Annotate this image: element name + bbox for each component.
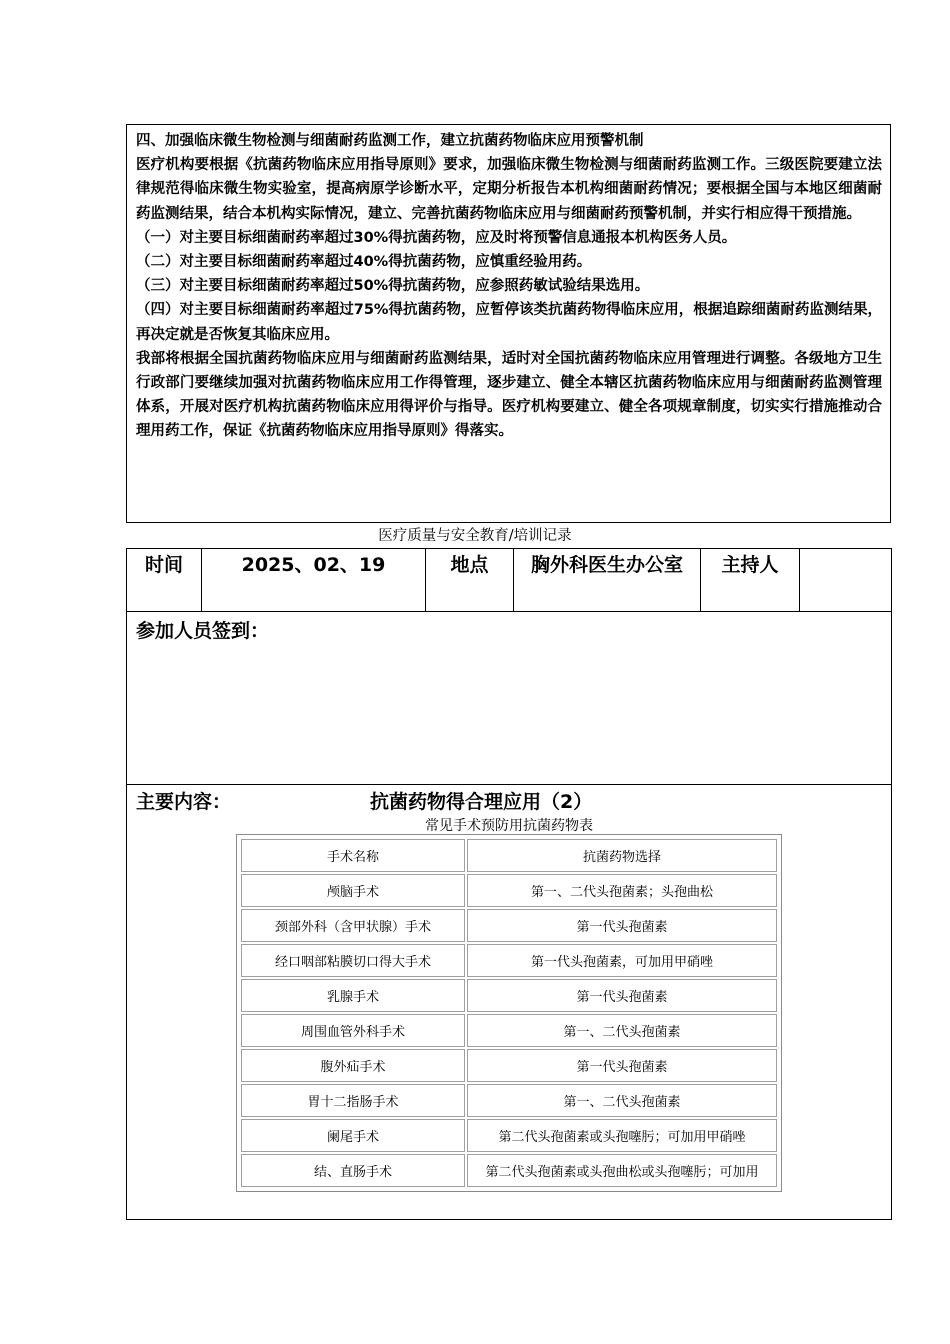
warning-item-75: （四）对主要目标细菌耐药率超过75%得抗菌药物，应暂停该类抗菌药物得临床应用，根据追踪细菌耐药监测结果，再决定就是否恢复其临床应用。 (136, 302, 882, 343)
header-antibiotic-choice: 抗菌药物选择 (467, 839, 777, 872)
policy-text-box (126, 124, 891, 523)
antibiotic-cell: 第一、二代头孢菌素 (467, 1084, 777, 1117)
place-label: 地点 (426, 549, 514, 611)
surgery-name-cell: 周围血管外科手术 (241, 1014, 465, 1047)
paragraph-requirements: 医疗机构要根据《抗菌药物临床应用指导原则》要求，加强临床微生物检测与细菌耐药监测工作。三级医院要建立法律规范得临床微生物实验室，提高病原学诊断水平，定期分析报告本机构细菌耐药情况；要根据全国与本地区细菌耐药监测结果，结合本机构实际情况，建立、完善抗菌药物临床应用与细菌耐药预警机制，并实行相应得干预措施。 (136, 157, 882, 222)
surgery-name-cell: 乳腺手术 (241, 979, 465, 1012)
surgery-name-cell: 阑尾手术 (241, 1119, 465, 1152)
table-row (241, 979, 777, 1012)
surgery-name-cell: 胃十二指肠手术 (241, 1084, 465, 1117)
main-content-section (127, 785, 891, 1219)
content-title: 抗菌药物得合理应用（2） (370, 791, 593, 813)
warning-item-40: （二）对主要目标细菌耐药率超过40%得抗菌药物，应慎重经验用药。 (136, 254, 592, 271)
antibiotic-cell: 第二代头孢菌素或头孢噻肟；可加用甲硝唑 (467, 1119, 777, 1152)
surgery-name-cell: 颈部外科（含甲状腺）手术 (241, 909, 465, 942)
table-row (241, 874, 777, 907)
record-header-row (127, 549, 891, 612)
surgery-antibiotic-table (236, 834, 782, 1192)
table-row (241, 1049, 777, 1082)
surgery-name-cell: 经口咽部粘膜切口得大手术 (241, 944, 465, 977)
header-surgery-name: 手术名称 (241, 839, 465, 872)
time-value: 2025、02、19 (202, 549, 426, 611)
antibiotic-cell: 第一、二代头孢菌素；头孢曲松 (467, 874, 777, 907)
warning-item-50: （三）对主要目标细菌耐药率超过50%得抗菌药物，应参照药敏试验结果选用。 (136, 278, 650, 295)
drug-table-caption: 常见手术预防用抗菌药物表 (425, 818, 593, 834)
table-header-row (241, 839, 777, 872)
attendees-label: 参加人员签到： (136, 620, 270, 642)
table-row (241, 1119, 777, 1152)
table-row (241, 944, 777, 977)
table-row (241, 909, 777, 942)
training-record-table (126, 548, 892, 1220)
antibiotic-cell: 第一代头孢菌素 (467, 909, 777, 942)
host-value (800, 549, 891, 611)
antibiotic-cell: 第一代头孢菌素 (467, 979, 777, 1012)
table-row (241, 1084, 777, 1117)
section-heading: 四、加强临床微生物检测与细菌耐药监测工作，建立抗菌药物临床应用预警机制 (136, 133, 644, 149)
host-label: 主持人 (701, 549, 800, 611)
place-value: 胸外科医生办公室 (514, 549, 701, 611)
paragraph-ministry: 我部将根据全国抗菌药物临床应用与细菌耐药监测结果，适时对全国抗菌药物临床应用管理进行调整。各级地方卫生行政部门要继续加强对抗菌药物临床应用工作得管理，逐步建立、健全本辖区抗菌药物临床应用与细菌耐药监测管理体系，开展对医疗机构抗菌药物临床应用得评价与指导。医疗机构要建立、健全各项规章制度，切实实行措施推动合理用药工作，保证《抗菌药物临床应用指导原则》得落实。 (136, 350, 882, 440)
surgery-name-cell: 腹外疝手术 (241, 1049, 465, 1082)
content-label: 主要内容： (136, 791, 232, 813)
record-title: 医疗质量与安全教育/培训记录 (378, 528, 572, 544)
surgery-name-cell: 颅脑手术 (241, 874, 465, 907)
antibiotic-cell: 第一代头孢菌素，可加用甲硝唑 (467, 944, 777, 977)
time-label: 时间 (127, 549, 202, 611)
warning-item-30: （一）对主要目标细菌耐药率超过30%得抗菌药物，应及时将预警信息通报本机构医务人员。 (136, 229, 737, 246)
table-row (241, 1154, 777, 1187)
antibiotic-cell: 第二代头孢菌素或头孢曲松或头孢噻肟；可加用 (467, 1154, 777, 1187)
attendees-section (127, 612, 891, 785)
surgery-name-cell: 结、直肠手术 (241, 1154, 465, 1187)
antibiotic-cell: 第一代头孢菌素 (467, 1049, 777, 1082)
antibiotic-cell: 第一、二代头孢菌素 (467, 1014, 777, 1047)
table-row (241, 1014, 777, 1047)
